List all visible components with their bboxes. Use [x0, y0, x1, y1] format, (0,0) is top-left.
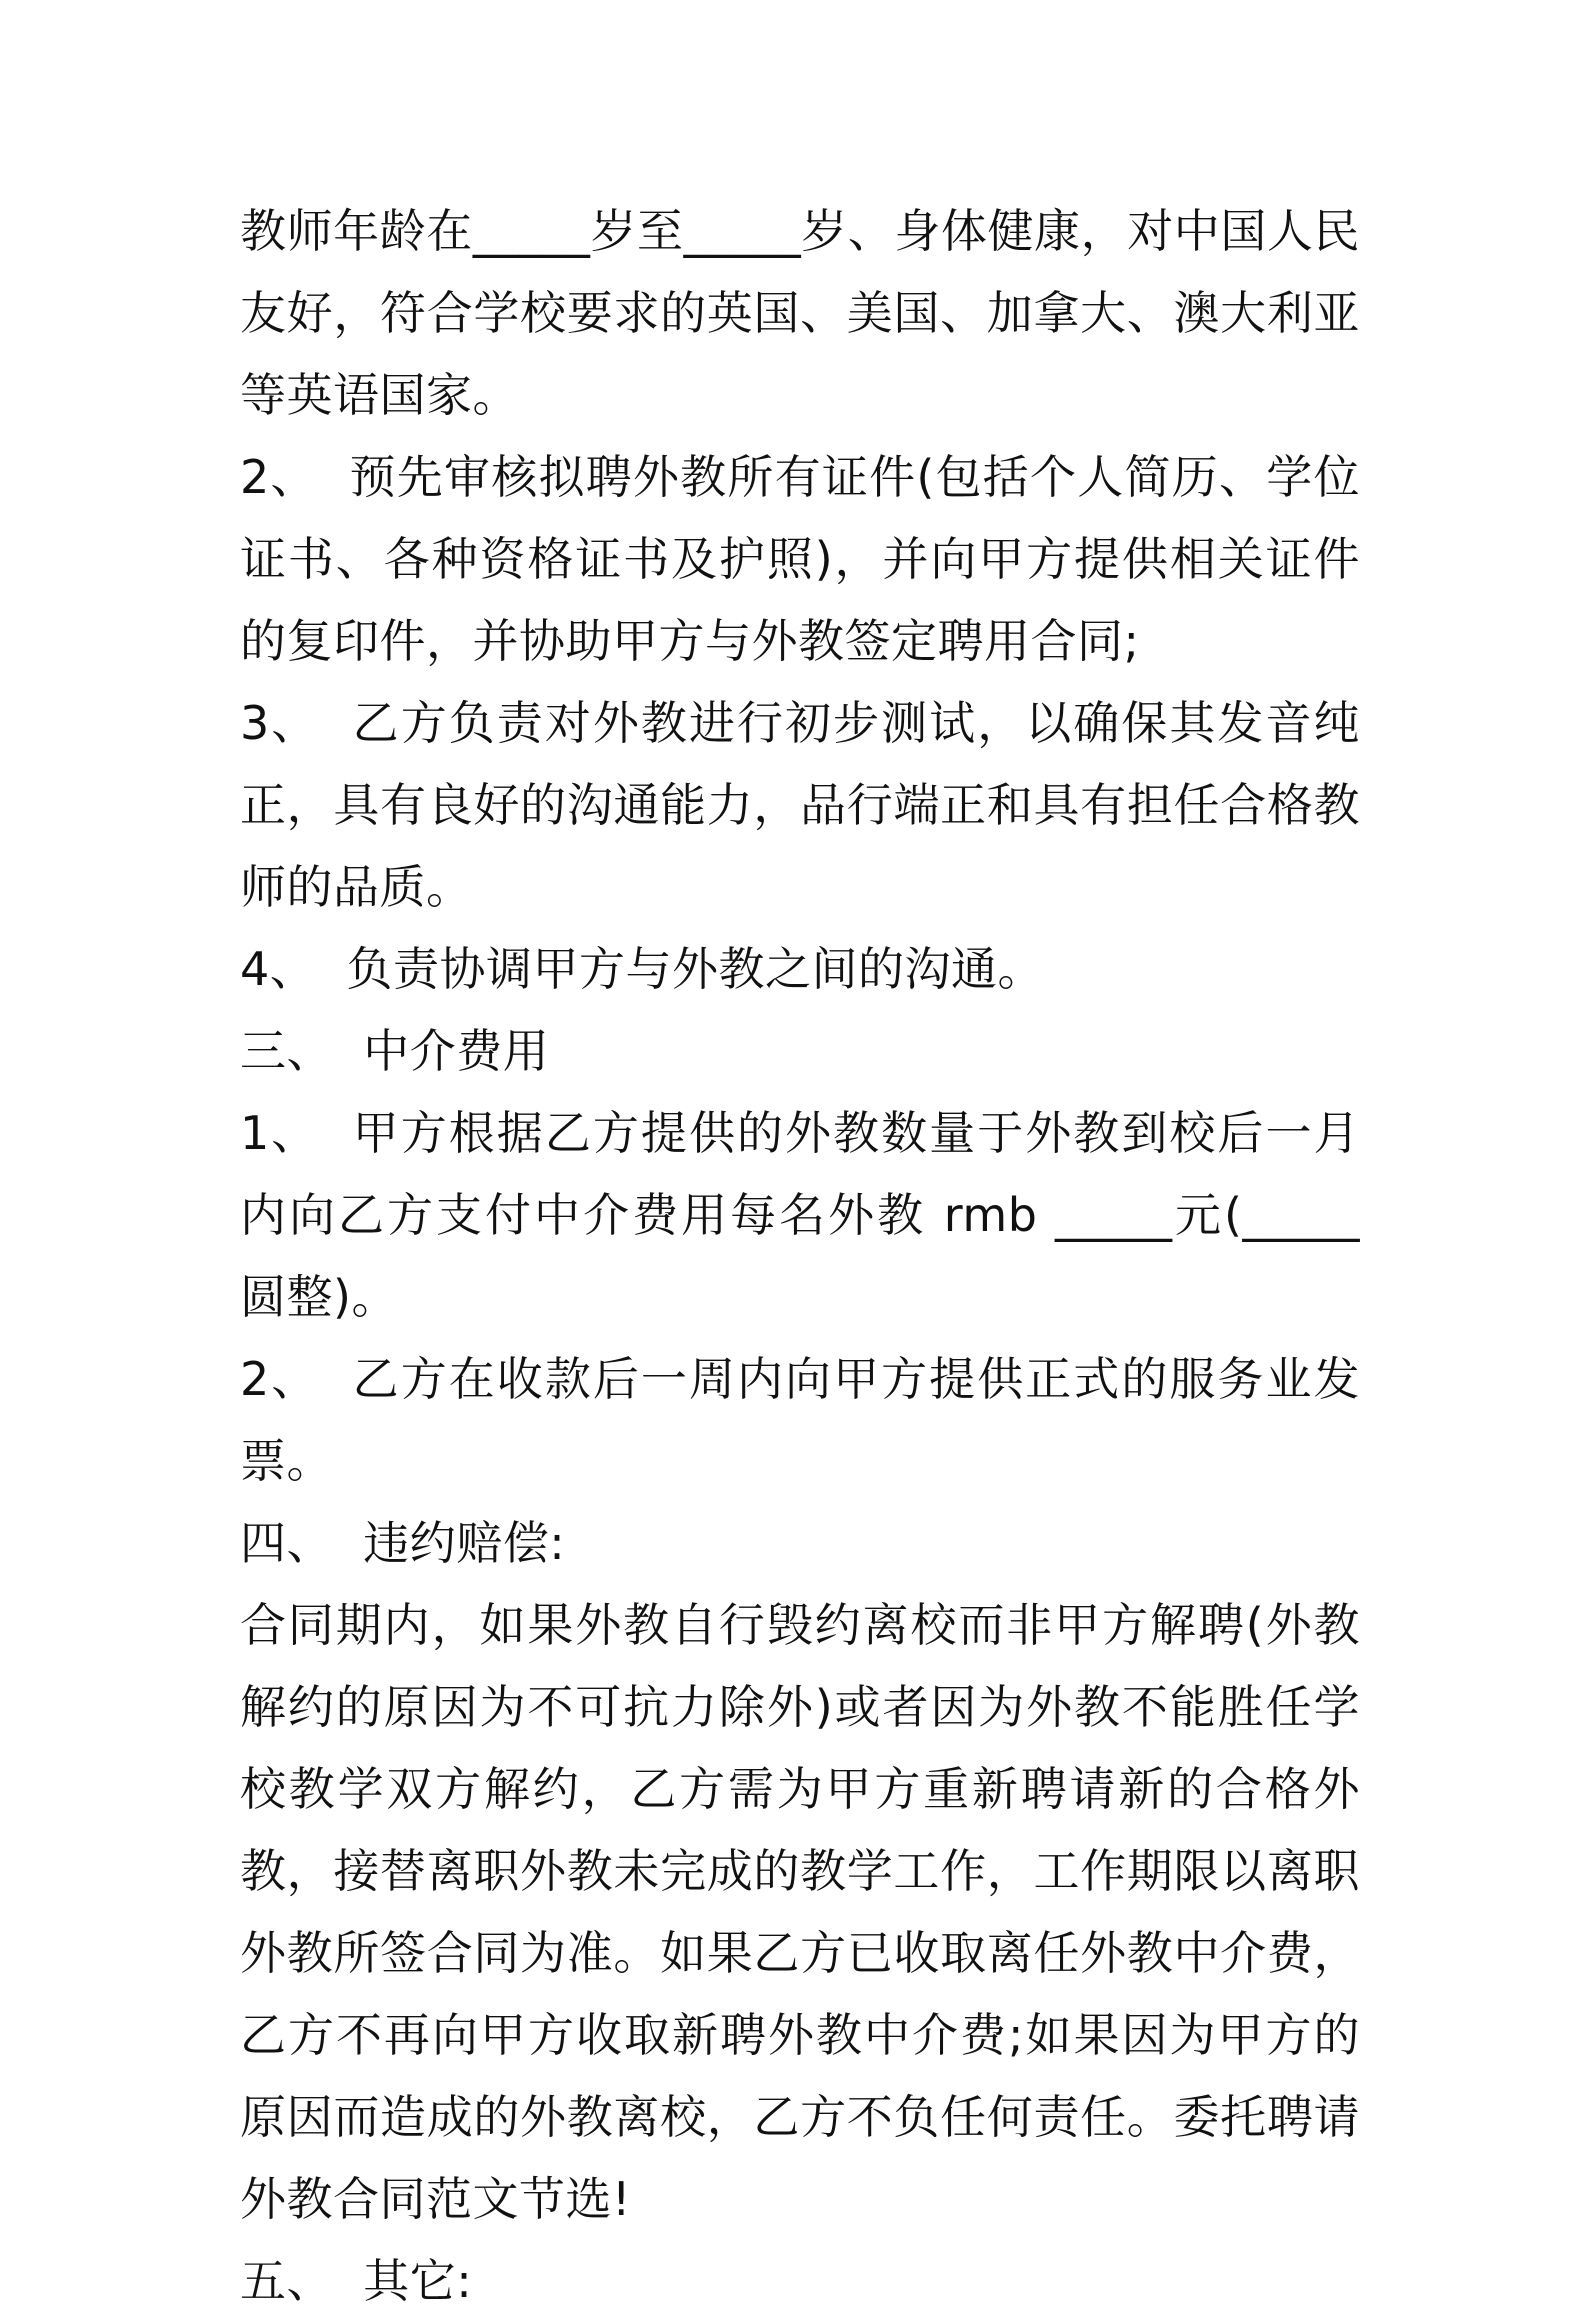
paragraph-item-3-initial-testing: 3、 乙方负责对外教进行初步测试，以确保其发音纯正，具有良好的沟通能力，品行端正和具有担任合格教师的品质。	[240, 696, 1360, 914]
section-heading-other: 五、 其它:	[240, 2254, 473, 2308]
paragraph-teacher-requirements: 教师年龄在_____岁至_____岁、身体健康，对中国人民友好，符合学校要求的英国、美国、加拿大、澳大利亚等英语国家。	[240, 204, 1360, 422]
paragraph-item-2-certificate-review: 2、 预先审核拟聘外教所有证件(包括个人简历、学位证书、各种资格证书及护照)，并向甲方提供相关证件的复印件，并协助甲方与外教签定聘用合同;	[240, 450, 1360, 668]
paragraph-item-4-coordination: 4、 负责协调甲方与外教之间的沟通。	[240, 942, 1045, 996]
paragraph-breach-details: 合同期内，如果外教自行毁约离校而非甲方解聘(外教解约的原因为不可抗力除外)或者因为外教不能胜任学校教学双方解约，乙方需为甲方重新聘请新的合格外教，接替离职外教未完成的教学工作，工作期限以离职外教所签合同为准。如果乙方已收取离任外教中介费，乙方不再向甲方收取新聘外教中介费;如果因为甲方的原因而造成的外教离校，乙方不负任何责任。委托聘请外教合同范文节选!	[240, 1598, 1360, 2226]
paragraph-fee-item-1-payment: 1、 甲方根据乙方提供的外教数量于外教到校后一月内向乙方支付中介费用每名外教 rmb _____元(_____圆整)。	[240, 1106, 1360, 1324]
section-heading-breach-compensation: 四、 违约赔偿:	[240, 1516, 566, 1570]
paragraph-fee-item-2-invoice: 2、 乙方在收款后一周内向甲方提供正式的服务业发票。	[240, 1352, 1360, 1488]
section-heading-agency-fee: 三、 中介费用	[240, 1024, 550, 1078]
document-body	[240, 190, 1360, 2322]
